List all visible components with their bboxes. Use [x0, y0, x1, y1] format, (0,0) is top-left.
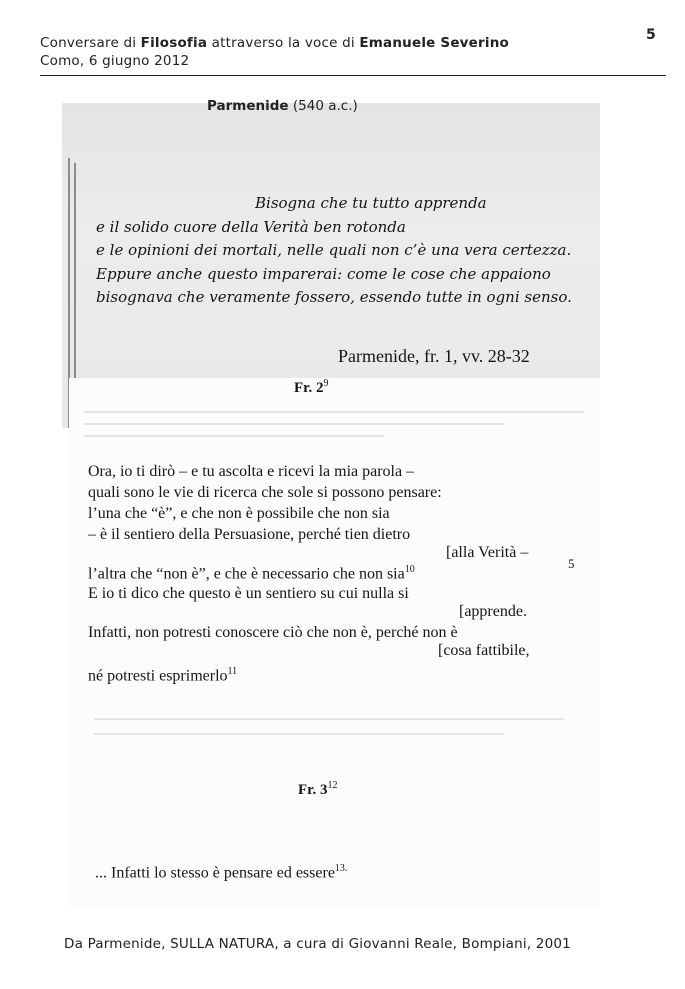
verse-line: e le opinioni dei mortali, nelle quali non c’è una vera certezza.	[96, 241, 572, 259]
poem-line	[88, 564, 415, 583]
fragment-3-line	[95, 863, 347, 882]
caption-date: (540 a.c.)	[292, 98, 358, 114]
scan-bleed-through	[84, 423, 504, 425]
poem-line: quali sono le vie di ricerca che sole si possono pensare:	[88, 484, 442, 501]
header-subject: Filosofia	[140, 35, 208, 51]
footer-work: SULLA NATURA	[170, 936, 275, 952]
poem-line-text: l’altra che “non è”, e che è necessario che non sia	[88, 565, 405, 583]
fragment-3-title-text: Fr. 3	[298, 782, 328, 798]
fragment-2-title	[294, 378, 328, 397]
footnote-marker: 11	[227, 666, 238, 677]
verse-line: e il solido cuore della Verità ben rotonda	[96, 217, 406, 236]
footer-author: Parmenide	[87, 936, 162, 952]
footnote-marker: 10	[404, 564, 415, 575]
footnote-marker: 13.	[334, 863, 348, 874]
poem-line: Infatti, non potresti conoscere ciò che non è, perché non è	[88, 624, 458, 641]
poem-line: E io ti dico che questo è un sentiero su cui nulla si	[88, 585, 409, 602]
scan-bleed-through	[84, 435, 384, 437]
header-person: Emanuele Severino	[359, 35, 510, 51]
header-divider	[40, 75, 666, 76]
poem-line-continuation: [alla Verità –	[446, 544, 529, 561]
poem-line	[88, 666, 237, 685]
caption-name: Parmenide	[207, 98, 289, 114]
header-place-date: Como, 6 giugno 2012	[40, 53, 190, 69]
verse-line: Bisogna che tu tutto apprenda	[255, 194, 487, 212]
image-caption	[207, 98, 358, 114]
fragment-1-verse	[96, 192, 572, 310]
fragment-1-citation: Parmenide, fr. 1, vv. 28-32	[338, 346, 530, 366]
fragment-3-title	[298, 780, 337, 799]
header-prefix: Conversare di	[40, 35, 141, 51]
fragment-2-title-text: Fr. 2	[294, 380, 324, 396]
scan-bleed-through	[94, 718, 564, 720]
header-middle: attraverso la voce di	[207, 35, 360, 51]
footer-publication: , a cura di Giovanni Reale, Bompiani, 2001	[274, 936, 571, 952]
poem-line-text: né potresti esprimerlo	[88, 667, 228, 685]
poem-line-continuation: [apprende.	[459, 603, 527, 620]
source-footer	[64, 936, 571, 952]
poem-line-continuation: [cosa fattibile,	[438, 642, 530, 659]
fragment-3-text: ... Infatti lo stesso è pensare ed essere	[95, 864, 335, 882]
page-number: 5	[646, 27, 656, 43]
footnote-marker: 12	[327, 780, 338, 791]
footer-separator: ,	[161, 936, 171, 952]
scan-bleed-through	[94, 733, 504, 735]
verse-line: bisognava che veramente fossero, essendo tutte in ogni senso.	[96, 288, 572, 306]
verse-line: Eppure anche questo imparerai: come le cose che appaiono	[96, 264, 551, 283]
header-title	[40, 35, 509, 51]
verse-number: 5	[568, 556, 575, 571]
poem-line: Ora, io ti dirò – e tu ascolta e ricevi la mia parola –	[88, 463, 415, 480]
poem-line: – è il sentiero della Persuasione, perché tien dietro	[88, 526, 411, 543]
footnote-marker: 9	[323, 378, 329, 389]
footer-prefix: Da	[64, 936, 88, 952]
scan-bleed-through	[84, 411, 584, 413]
poem-line: l’una che “è”, e che non è possibile che non sia	[88, 505, 390, 522]
